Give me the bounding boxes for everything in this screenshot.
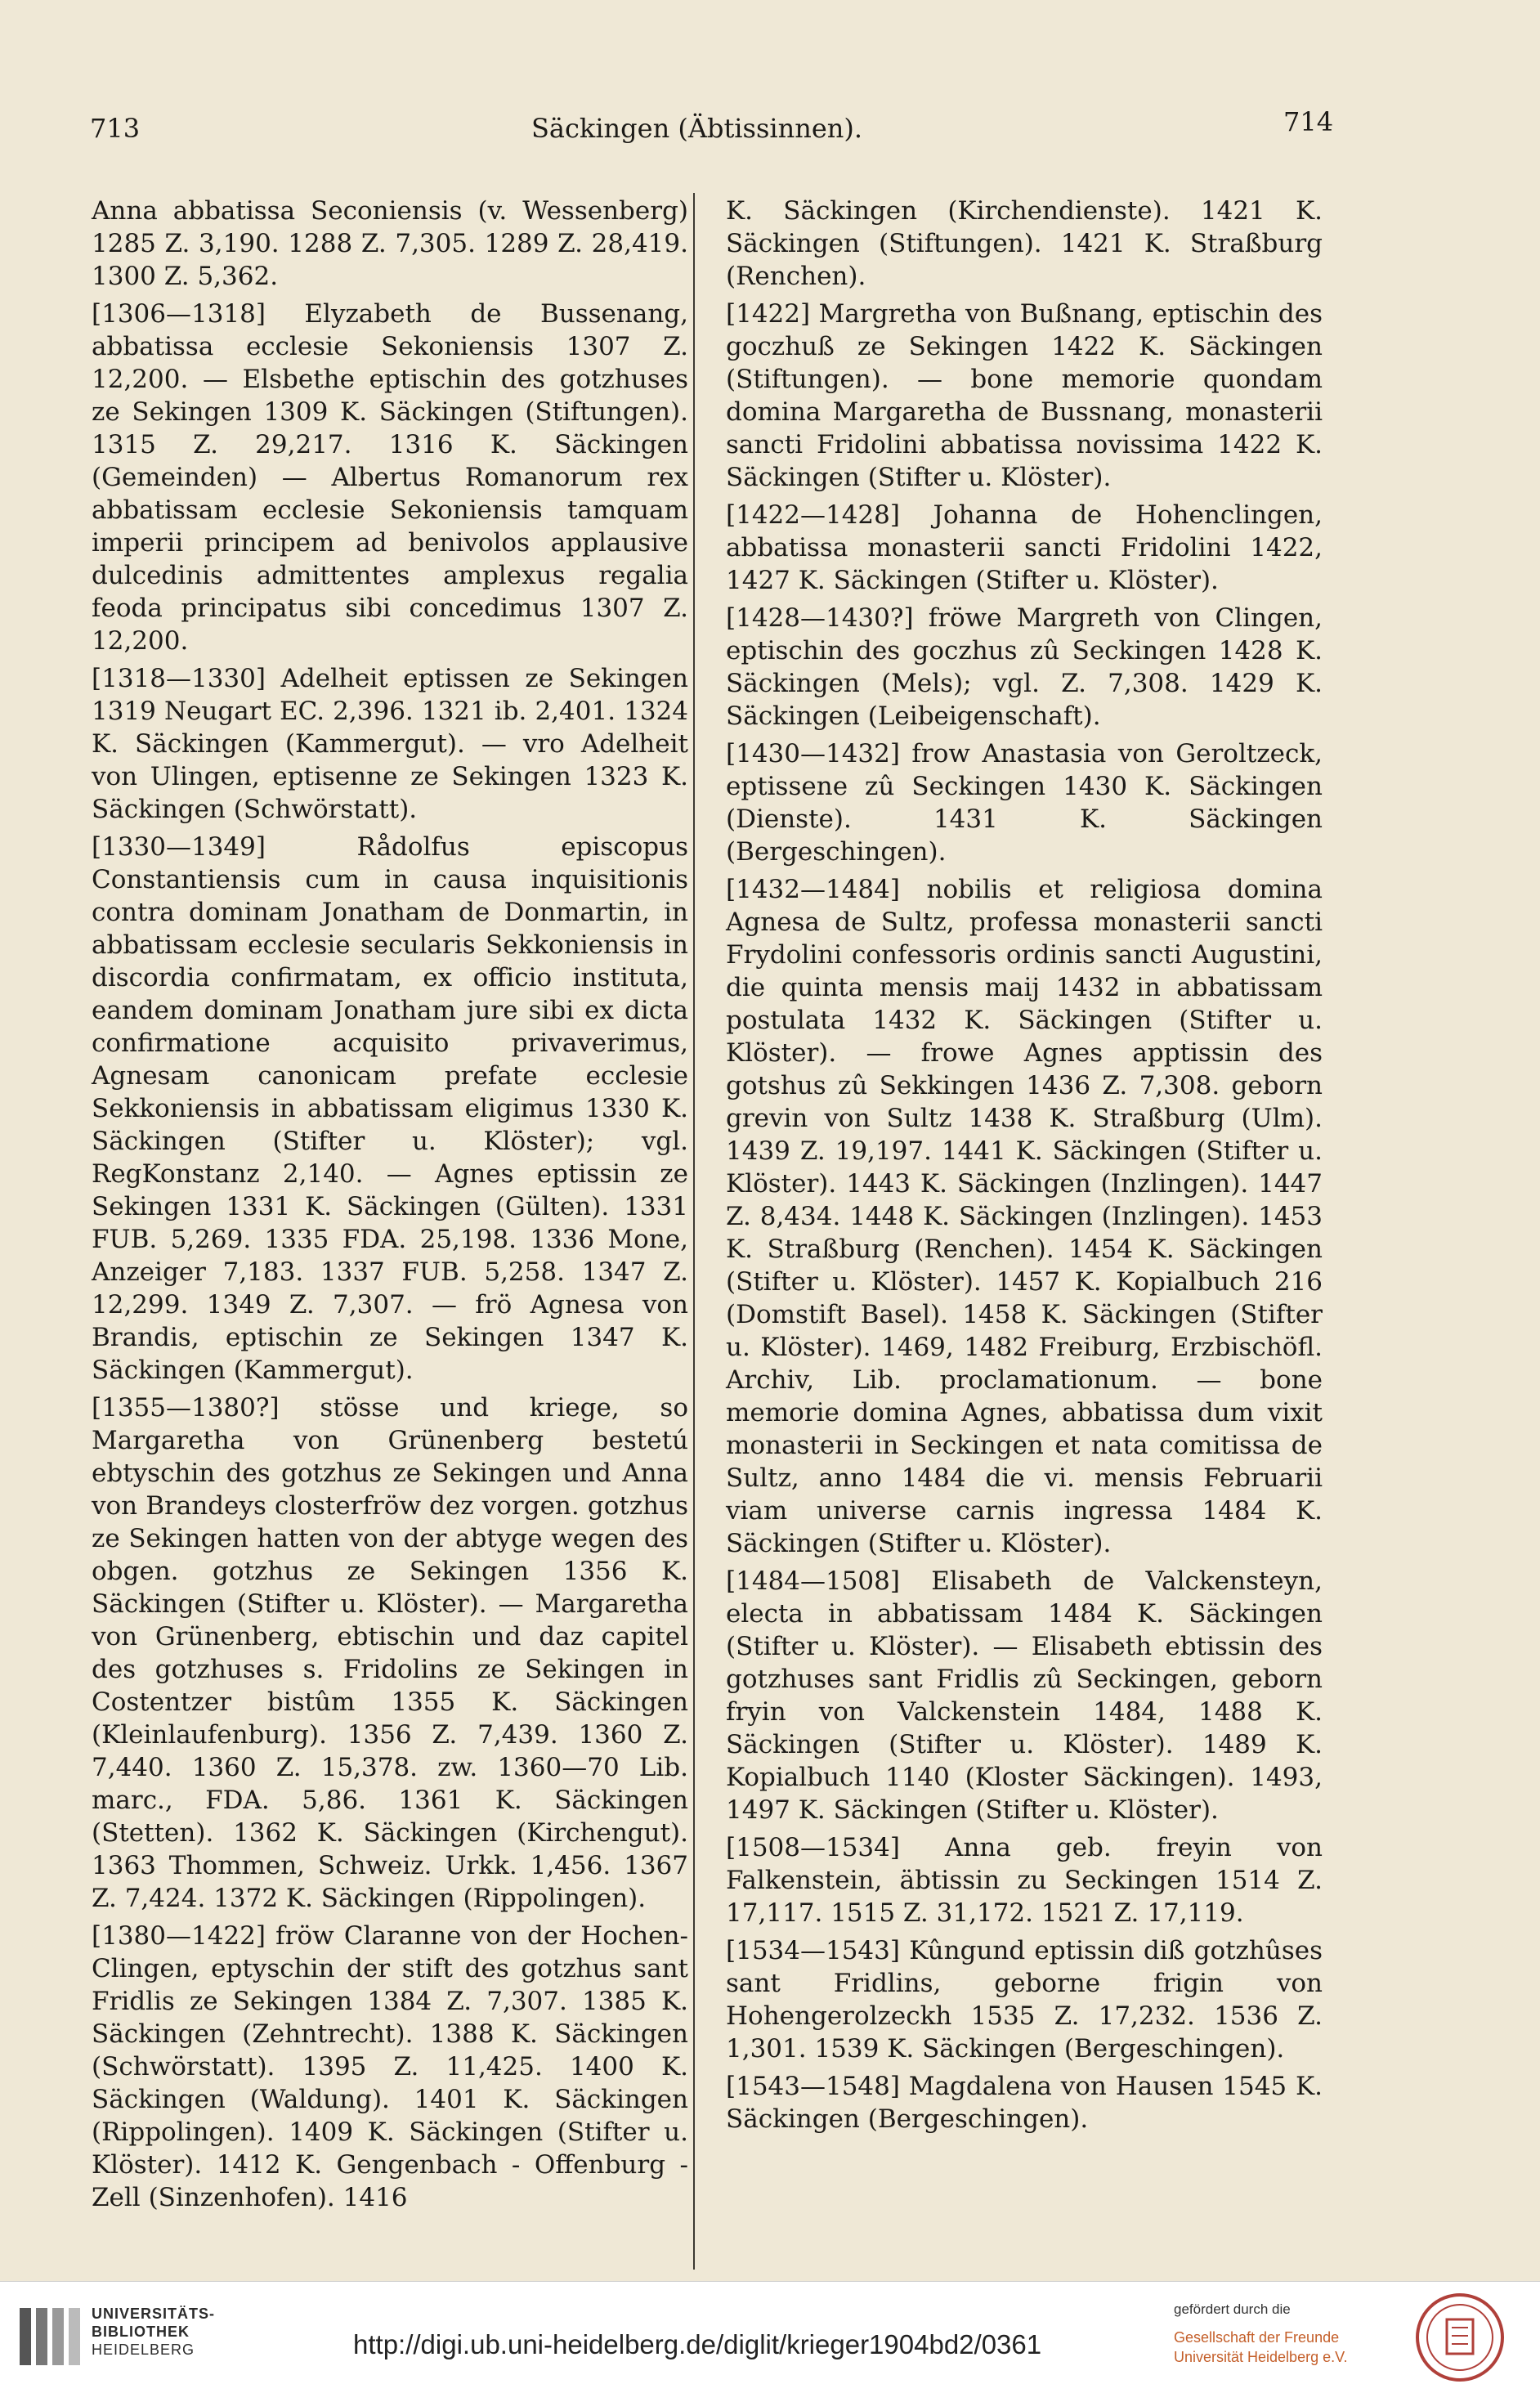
running-title: Säckingen (Äbtissinnen). bbox=[531, 113, 863, 144]
library-name bbox=[92, 2305, 280, 2359]
library-name-line: UNIVERSITÄTS- bbox=[92, 2306, 216, 2322]
left-column bbox=[92, 195, 688, 2219]
right-column bbox=[726, 195, 1323, 2140]
entry-text: [1422—1428] Johanna de Hohenclingen, abbatissa monasterii sancti Fridolini 1422, 1427 K. Säckingen (Stifter u. Klöster). bbox=[726, 500, 1323, 595]
page-number-left: 713 bbox=[90, 113, 141, 144]
sponsor-intro: gefördert durch die bbox=[1174, 2301, 1291, 2317]
entry-text: [1318—1330] Adelheit eptissen ze Sekingen 1319 Neugart EC. 2,396. 1321 ib. 2,401. 1324 K. Säckingen (Kammergut). — vro Adelheit von Ulingen, eptisenne ze Sekingen 1323 K. Säckingen (Schwörstatt). bbox=[92, 664, 688, 824]
entry-text: [1534—1543] Kûngund eptissin diß gotzhûses sant Fridlins, geborne frigin von Hohengerolzeckh 1535 Z. 17,232. 1536 Z. 1,301. 1539 K. Säckingen (Bergeschingen). bbox=[726, 1936, 1323, 2064]
sponsor-note bbox=[1174, 2301, 1403, 2367]
entry-text: [1428—1430?] fröwe Margreth von Clingen, eptischin des goczhus zû Seckingen 1428 K. Säckingen (Mels); vgl. Z. 7,308. 1429 K. Säckingen (Leibeigenschaft). bbox=[726, 603, 1323, 731]
library-name-line: HEIDELBERG bbox=[92, 2341, 195, 2358]
entry-text: [1508—1534] Anna geb. freyin von Falkenstein, äbtissin zu Seckingen 1514 Z. 17,117. 1515 Z. 31,172. 1521 Z. 17,119. bbox=[726, 1833, 1323, 1928]
entry-text: [1484—1508] Elisabeth de Valckensteyn, electa in abbatissam 1484 K. Säckingen (Stifter u. Klöster). — Elisabeth ebtissin des gotzhuses sant Fridlis zû Seckingen, geborn fryin von Valckenstein 1484, 1488 K. Säckingen (Stifter u. Klöster). 1489 K. Kopialbuch 1140 (Kloster Säckingen). 1493, 1497 K. Säckingen (Stifter u. Klöster). bbox=[726, 1566, 1323, 1825]
entry-text: [1432—1484] nobilis et religiosa domina Agnesa de Sultz, professa monasterii sancti Frydolini confessoris ordinis sancti Augustini, die quinta mensis maij 1432 in abbatissam postulata 1432 K. Säckingen (Stifter u. Klöster). — frowe Agnes apptissin des gotshus zû Sekkingen 1436 Z. 7,308. geborn grevin von Sultz 1438 K. Straßburg (Ulm). 1439 Z. 19,197. 1441 K. Säckingen (Stifter u. Klöster). 1443 K. Säckingen (Inzlingen). 1447 Z. 8,434. 1448 K. Säckingen (Inzlingen). 1453 K. Straßburg (Renchen). 1454 K. Säckingen (Stifter u. Klöster). 1457 K. Kopialbuch 216 (Domstift Basel). 1458 K. Säckingen (Stifter u. Klöster). 1469, 1482 Freiburg, Erzbischöfl. Archiv, Lib. proclamationum. — bone memorie domina Agnes, abbatissa dum vixit monasterii in Seckingen et nata comitissa de Sultz, anno 1484 die vi. mensis Februarii viam universe carnis ingressa 1484 K. Säckingen (Stifter u. Klöster). bbox=[726, 875, 1323, 1558]
entry-text: [1430—1432] frow Anastasia von Geroltzeck, eptissene zû Seckingen 1430 K. Säckingen (Dienste). 1431 K. Säckingen (Bergeschingen). bbox=[726, 739, 1323, 867]
sponsor-name: Universität Heidelberg e.V. bbox=[1174, 2349, 1348, 2365]
page-number-right: 714 bbox=[1283, 106, 1334, 137]
entry-text: Anna abbatissa Seconiensis (v. Wessenberg) 1285 Z. 3,190. 1288 Z. 7,305. 1289 Z. 28,419. 1300 Z. 5,362. bbox=[92, 196, 688, 291]
university-seal-icon bbox=[1414, 2292, 1506, 2383]
entry-text: [1543—1548] Magdalena von Hausen 1545 K. Säckingen (Bergeschingen). bbox=[726, 2072, 1323, 2134]
digitization-footer bbox=[0, 2281, 1540, 2393]
entry-text: [1380—1422] fröw Claranne von der Hochen-Clingen, eptyschin der stift des gotzhus sant Fridlis ze Sekingen 1384 Z. 7,307. 1385 K. Säckingen (Zehntrecht). 1388 K. Säckingen (Schwörstatt). 1395 Z. 11,425. 1400 K. Säckingen (Waldung). 1401 K. Säckingen (Rippolingen). 1409 K. Säckingen (Stifter u. Klöster). 1412 K. Gengenbach - Offenburg - Zell (Sinzenhofen). 1416 bbox=[92, 1921, 688, 2212]
permalink-url[interactable]: http://digi.ub.uni-heidelberg.de/diglit/krieger1904bd2/0361 bbox=[353, 2329, 1042, 2359]
library-logo-icon bbox=[15, 2300, 88, 2373]
page-header bbox=[90, 98, 1334, 155]
sponsor-name: Gesellschaft der Freunde bbox=[1174, 2329, 1340, 2346]
column-divider bbox=[693, 193, 695, 2270]
entry-text: [1306—1318] Elyzabeth de Bussenang, abbatissa ecclesie Sekoniensis 1307 Z. 12,200. — Elsbethe eptischin des gotzhuses ze Sekingen 1309 K. Säckingen (Stiftungen). 1315 Z. 29,217. 1316 K. Säckingen (Gemeinden) — Albertus Romanorum rex abbatissam ecclesie Sekoniensis tamquam imperii principem ad benivolos applausive dulcedinis admittentes amplexus regalia feoda principatus sibi concedimus 1307 Z. 12,200. bbox=[92, 299, 688, 656]
entry-text: K. Säckingen (Kirchendienste). 1421 K. Säckingen (Stiftungen). 1421 K. Straßburg (Renchen). bbox=[726, 196, 1323, 291]
library-name-line: BIBLIOTHEK bbox=[92, 2324, 190, 2340]
entry-text: [1422] Margretha von Bußnang, eptischin des goczhuß ze Sekingen 1422 K. Säckingen (Stiftungen). — bone memorie quondam domina Margaretha de Bussnang, monasterii sancti Fridolini abbatissa novissima 1422 K. Säckingen (Stifter u. Klöster). bbox=[726, 299, 1323, 492]
entry-text: [1330—1349] Rådolfus episcopus Constantiensis cum in causa inquisitionis contra dominam Jonatham de Donmartin, in abbatissam ecclesie secularis Sekkoniensis in discordia confirmatam, ex officio instituta, eandem dominam Jonatham jure sibi ex dicta confirmatione acquisito privaverimus, Agnesam canonicam prefate ecclesie Sekkoniensis in abbatissam eligimus 1330 K. Säckingen (Stifter u. Klöster); vgl. RegKonstanz 2,140. — Agnes eptissin ze Sekingen 1331 K. Säckingen (Gülten). 1331 FUB. 5,269. 1335 FDA. 25,198. 1336 Mone, Anzeiger 7,183. 1337 FUB. 5,258. 1347 Z. 12,299. 1349 Z. 7,307. — frö Agnesa von Brandis, eptischin ze Sekingen 1347 K. Säckingen (Kammergut). bbox=[92, 832, 688, 1385]
entry-text: [1355—1380?] stösse und kriege, so Margaretha von Grünenberg bestetú ebtyschin des gotzhus ze Sekingen und Anna von Brandeys closterfröw dez vorgen. gotzhus ze Sekingen hatten von der abtyge wegen des obgen. gotzhus ze Sekingen 1356 K. Säckingen (Stifter u. Klöster). — Margaretha von Grünenberg, ebtischin und daz capitel des gotzhuses s. Fridolins ze Sekingen in Costentzer bistûm 1355 K. Säckingen (Kleinlaufenburg). 1356 Z. 7,439. 1360 Z. 7,440. 1360 Z. 15,378. zw. 1360—70 Lib. marc., FDA. 5,86. 1361 K. Säckingen (Stetten). 1362 K. Säckingen (Kirchengut). 1363 Thommen, Schweiz. Urkk. 1,456. 1367 Z. 7,424. 1372 K. Säckingen (Rippolingen). bbox=[92, 1393, 688, 1913]
